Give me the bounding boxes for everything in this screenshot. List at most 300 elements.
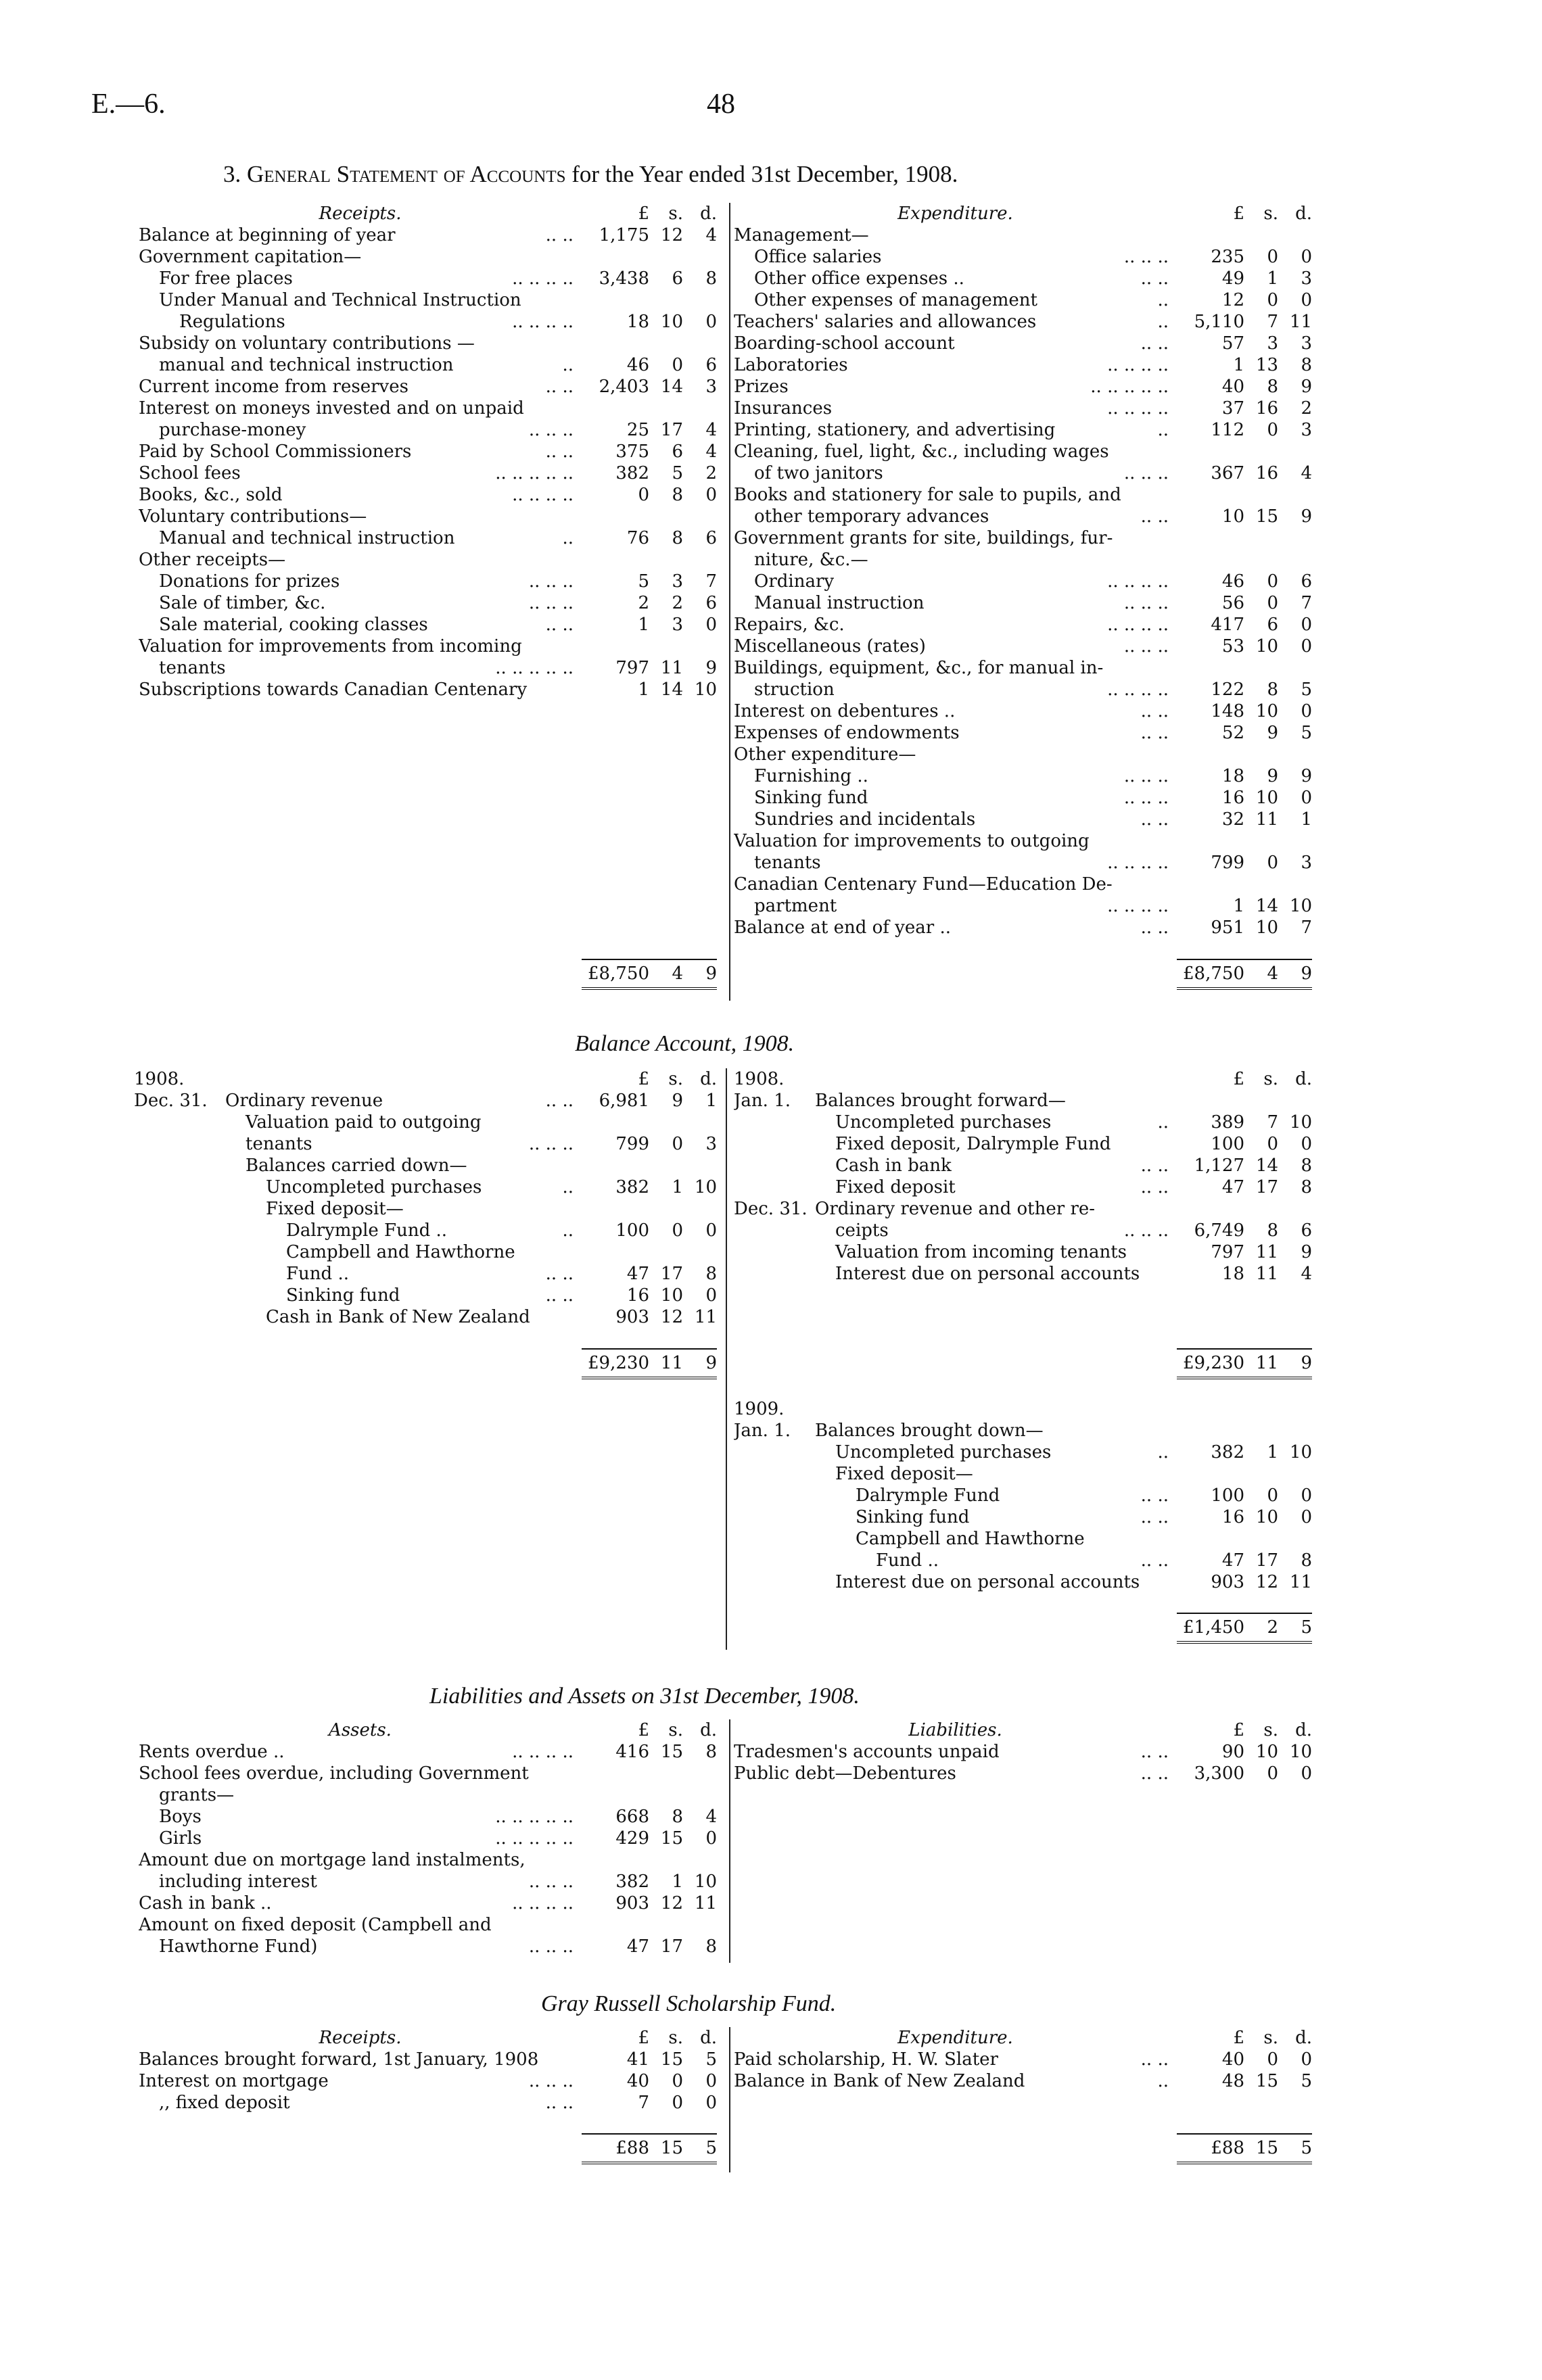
row-label-text: Tradesmen's accounts unpaid — [734, 1742, 1000, 1762]
row-shillings: 8 — [1267, 377, 1278, 397]
row-label — [734, 484, 1177, 506]
balance-left-total-pence: 9 — [683, 1349, 717, 1378]
row-pounds: 668 — [615, 1807, 649, 1827]
row-date — [134, 1112, 225, 1133]
row-label-text: Donations for prizes — [159, 571, 340, 592]
pence-header: d. — [1295, 1069, 1312, 1089]
expenditure-row — [734, 787, 1312, 809]
expenditure-row — [734, 700, 1312, 722]
expenditure-row — [734, 636, 1312, 657]
row-pounds: 1,175 — [599, 225, 649, 245]
shillings-header: s. — [1263, 204, 1278, 224]
leader-dots: .. .. .. — [528, 420, 574, 440]
row-shillings: 3 — [672, 615, 683, 635]
row-label-text: Other expenses of management — [754, 290, 1037, 310]
balance-divider — [726, 1068, 727, 1650]
expenditure-row — [734, 333, 1312, 354]
leader-dots: .. .. .. .. .. — [1090, 377, 1169, 397]
row-pence: 7 — [1301, 593, 1312, 613]
row-shillings: 12 — [660, 1307, 683, 1327]
row-label-text: Repairs, &c. — [734, 615, 845, 635]
row-pence: 9 — [1301, 766, 1312, 786]
gray-receipts-total-shillings: 15 — [649, 2134, 683, 2163]
row-label-text: Books, &c., sold — [139, 485, 283, 505]
row-pence — [683, 398, 717, 419]
row-pence: 0 — [1301, 615, 1312, 635]
row-date — [134, 1198, 225, 1220]
gray-receipt-row — [139, 2049, 717, 2070]
gray-russell-receipts-table — [139, 2027, 717, 2114]
row-pence: 8 — [1301, 355, 1312, 375]
row-label-text: Management— — [734, 225, 869, 245]
gray-expenditure-heading: Expenditure. — [897, 2028, 1013, 2048]
expenditure-row — [734, 224, 1312, 246]
row-label — [815, 1176, 1177, 1198]
row-label-text: Paid scholarship, H. W. Slater — [734, 2049, 998, 2070]
row-shillings — [1244, 549, 1278, 571]
row-label — [734, 441, 1177, 462]
row-pence: 8 — [1301, 1156, 1312, 1176]
receipt-row — [139, 419, 717, 441]
gray-expenditure-total-shillings: 15 — [1244, 2134, 1278, 2163]
row-pence — [683, 1198, 717, 1220]
pounds-header: £ — [638, 1720, 649, 1740]
row-pence — [683, 1849, 717, 1871]
expenditure-row — [734, 852, 1312, 874]
leader-dots: .. .. — [1140, 723, 1169, 743]
row-shillings — [1244, 1528, 1278, 1550]
row-shillings: 0 — [672, 2093, 683, 2113]
gray-receipt-row — [139, 2070, 717, 2092]
leader-dots: .. .. .. .. — [512, 268, 574, 289]
receipt-row — [139, 268, 717, 289]
receipt-row — [139, 592, 717, 614]
row-pounds — [582, 246, 649, 268]
row-shillings: 9 — [1267, 723, 1278, 743]
row-shillings: 0 — [1267, 593, 1278, 613]
row-pounds: 2,403 — [599, 377, 649, 397]
row-pence: 4 — [705, 420, 717, 440]
row-pence: 10 — [1289, 1742, 1312, 1762]
row-date — [134, 1306, 225, 1328]
row-pence — [683, 1241, 717, 1263]
row-pounds: 951 — [1211, 918, 1244, 938]
row-label — [734, 549, 1177, 571]
row-pence: 8 — [1301, 1177, 1312, 1197]
row-label-text: grants— — [159, 1785, 235, 1805]
row-date — [734, 1155, 815, 1176]
balance-right-row — [734, 1263, 1312, 1285]
leader-dots: .. .. .. — [528, 1872, 574, 1892]
row-label — [139, 441, 582, 462]
row-label — [815, 1571, 1177, 1593]
row-pence: 9 — [1301, 1242, 1312, 1262]
balance-left-row — [134, 1133, 717, 1155]
row-label — [734, 679, 1177, 700]
row-label-text: Cash in Bank of New Zealand — [266, 1307, 530, 1327]
row-pence — [683, 636, 717, 657]
row-pence: 9 — [705, 658, 717, 678]
balance-left-row — [134, 1198, 717, 1220]
asset-row — [139, 1784, 717, 1806]
leader-dots: .. .. — [1140, 268, 1169, 289]
row-label-text: Ordinary — [754, 571, 835, 592]
row-shillings: 14 — [1255, 1156, 1278, 1176]
leader-dots: .. .. — [1140, 1742, 1169, 1762]
pounds-header: £ — [1233, 1720, 1244, 1740]
row-pence: 3 — [1301, 333, 1312, 354]
shillings-header: s. — [1263, 2028, 1278, 2048]
balance-right-total-table — [734, 1348, 1312, 1379]
row-shillings: 9 — [1267, 766, 1278, 786]
row-pence: 6 — [705, 355, 717, 375]
gray-receipts-total-row — [139, 2134, 717, 2163]
row-label — [139, 246, 582, 268]
balance-carried-total-pence: 5 — [1278, 1613, 1312, 1642]
row-pence — [683, 1112, 717, 1133]
row-pounds: 53 — [1221, 636, 1244, 657]
row-shillings: 11 — [1255, 1242, 1278, 1262]
row-pounds — [1177, 744, 1244, 765]
row-pence: 0 — [1301, 2049, 1312, 2070]
row-pence: 10 — [1289, 1112, 1312, 1133]
row-label — [225, 1155, 582, 1176]
row-pounds: 18 — [1221, 766, 1244, 786]
leader-dots: .. .. — [545, 615, 574, 635]
row-label — [734, 614, 1177, 636]
row-pounds — [1177, 874, 1244, 895]
row-label-text: Interest due on personal accounts — [835, 1572, 1140, 1592]
row-pence: 8 — [705, 1742, 717, 1762]
balance-account-title: Balance Account, 1908. — [575, 1031, 795, 1056]
row-shillings: 11 — [1255, 809, 1278, 830]
row-pounds — [1177, 527, 1244, 549]
row-pence — [683, 506, 717, 527]
row-shillings: 11 — [1255, 1264, 1278, 1284]
row-label-text: purchase-money — [159, 420, 306, 440]
expenditure-row — [734, 614, 1312, 636]
row-pence: 4 — [705, 442, 717, 462]
row-label — [139, 549, 582, 571]
row-shillings — [1244, 1090, 1278, 1112]
row-shillings: 12 — [660, 225, 683, 245]
row-shillings: 8 — [672, 528, 683, 548]
row-shillings: 2 — [672, 593, 683, 613]
balance-right-row — [734, 1220, 1312, 1241]
row-label — [734, 852, 1177, 874]
row-label — [815, 1155, 1177, 1176]
row-pence: 5 — [1301, 723, 1312, 743]
row-pounds: 2 — [638, 593, 649, 613]
row-pounds: 122 — [1211, 680, 1244, 700]
row-label-text: Sale of timber, &c. — [159, 593, 326, 613]
row-date — [734, 1133, 815, 1155]
row-pounds — [582, 1112, 649, 1133]
leader-dots: .. .. .. .. .. — [495, 658, 574, 678]
balance-right-row — [734, 1155, 1312, 1176]
row-label — [815, 1220, 1177, 1241]
receipt-row — [139, 311, 717, 333]
row-shillings — [649, 398, 683, 419]
row-shillings: 9 — [672, 1091, 683, 1111]
row-pounds: 382 — [615, 1872, 649, 1892]
balance-carried-row — [734, 1442, 1312, 1463]
row-label-text: Interest due on personal accounts — [835, 1264, 1140, 1284]
row-pounds: 47 — [1221, 1177, 1244, 1197]
row-pounds — [582, 1763, 649, 1784]
row-pounds: 49 — [1221, 268, 1244, 289]
row-pounds: 100 — [615, 1220, 649, 1241]
receipt-row — [139, 333, 717, 354]
balance-left-row — [134, 1263, 717, 1285]
gray-expenditure-total-row — [734, 2134, 1312, 2163]
pence-header: d. — [700, 204, 717, 224]
row-pounds: 16 — [1221, 788, 1244, 808]
expenditure-row — [734, 809, 1312, 830]
row-pence — [1278, 744, 1312, 765]
row-label — [815, 1528, 1177, 1550]
leader-dots: .. .. .. — [1123, 593, 1169, 613]
balance-left-table — [134, 1068, 717, 1328]
row-label — [734, 895, 1177, 917]
leader-dots: .. .. .. — [1123, 766, 1169, 786]
row-pounds: 367 — [1211, 463, 1244, 483]
receipts-total-pence: 9 — [683, 959, 717, 989]
row-label-text: Teachers' salaries and allowances — [734, 312, 1037, 332]
row-pounds: 797 — [615, 658, 649, 678]
row-label — [139, 1828, 582, 1849]
receipt-row — [139, 506, 717, 527]
row-label-text: Campbell and Hawthorne — [856, 1529, 1085, 1549]
row-label-text: Interest on debentures .. — [734, 701, 956, 721]
row-pounds — [582, 506, 649, 527]
row-pence: 11 — [694, 1307, 717, 1327]
row-shillings: 8 — [1267, 1220, 1278, 1241]
row-pence: 9 — [1301, 377, 1312, 397]
row-label — [139, 1914, 582, 1936]
row-shillings: 5 — [672, 463, 683, 483]
row-label-text: tenants — [754, 853, 821, 873]
row-shillings — [1244, 744, 1278, 765]
leader-dots: .. .. .. .. .. — [495, 1828, 574, 1849]
balance-carried-row — [734, 1550, 1312, 1571]
gray-russell-divider — [729, 2027, 730, 2172]
assets-table — [139, 1719, 717, 1957]
row-pounds: 47 — [626, 1936, 649, 1957]
row-label — [734, 700, 1177, 722]
row-shillings — [1244, 484, 1278, 506]
row-shillings: 14 — [660, 377, 683, 397]
expenditure-header-row — [734, 203, 1312, 224]
balance-carried-year: 1909. — [734, 1399, 785, 1419]
row-pence: 9 — [1301, 506, 1312, 527]
row-label-text: Sinking fund — [286, 1285, 400, 1306]
row-pence: 6 — [1301, 571, 1312, 592]
row-label — [734, 419, 1177, 441]
row-shillings: 1 — [672, 1177, 683, 1197]
expenditure-row — [734, 506, 1312, 527]
row-shillings — [649, 506, 683, 527]
row-label-text: Manual instruction — [754, 593, 925, 613]
row-label-text: Ordinary revenue — [225, 1091, 383, 1111]
leader-dots: .. .. .. — [1123, 636, 1169, 657]
row-label — [734, 874, 1177, 895]
receipt-row — [139, 376, 717, 398]
row-date — [734, 1528, 815, 1550]
row-pounds: 47 — [626, 1264, 649, 1284]
page-code: E.—6. — [91, 89, 166, 120]
row-label-text: Prizes — [734, 377, 789, 397]
row-shillings — [649, 1198, 683, 1220]
row-label — [139, 1741, 582, 1763]
balance-left-total-row — [134, 1349, 717, 1378]
expenditure-row — [734, 484, 1312, 506]
row-label — [139, 289, 582, 311]
row-pounds: 235 — [1211, 247, 1244, 267]
row-pounds: 47 — [1221, 1550, 1244, 1571]
row-shillings: 0 — [1267, 1134, 1278, 1154]
row-pence: 0 — [705, 1828, 717, 1849]
row-shillings — [649, 636, 683, 657]
row-shillings — [1244, 224, 1278, 246]
row-label — [815, 1442, 1177, 1463]
leader-dots: .. .. .. — [528, 593, 574, 613]
asset-row — [139, 1893, 717, 1914]
row-label — [734, 398, 1177, 419]
row-date — [734, 1176, 815, 1198]
row-pounds: 40 — [626, 2071, 649, 2091]
row-label — [734, 657, 1177, 679]
row-label-text: Fixed deposit, Dalrymple Fund — [835, 1134, 1111, 1154]
row-shillings: 15 — [1255, 2071, 1278, 2091]
row-shillings: 10 — [1255, 636, 1278, 657]
asset-row — [139, 1806, 717, 1828]
row-label-text: Girls — [159, 1828, 202, 1849]
row-label — [139, 636, 582, 657]
row-shillings: 17 — [1255, 1550, 1278, 1571]
row-pounds: 16 — [1221, 1507, 1244, 1527]
row-pounds — [1177, 441, 1244, 462]
row-date — [134, 1220, 225, 1241]
row-pounds: 382 — [1211, 1442, 1244, 1462]
row-date — [734, 1220, 815, 1241]
row-pence: 0 — [1301, 247, 1312, 267]
gray-russell-expenditure-table — [734, 2027, 1312, 2092]
expenditure-row — [734, 765, 1312, 787]
row-label — [139, 657, 582, 679]
leader-dots: .. — [1157, 312, 1169, 332]
pounds-header: £ — [1233, 2028, 1244, 2048]
row-label-text: Buildings, equipment, &c., for manual in- — [734, 658, 1104, 678]
row-date — [134, 1176, 225, 1198]
balance-left-row — [134, 1220, 717, 1241]
row-pence: 4 — [1301, 463, 1312, 483]
row-label — [815, 1133, 1177, 1155]
row-shillings: 0 — [1267, 290, 1278, 310]
row-pence: 3 — [1301, 420, 1312, 440]
leader-dots: .. .. — [1140, 1156, 1169, 1176]
row-label — [734, 224, 1177, 246]
row-pounds: 903 — [1211, 1572, 1244, 1592]
receipts-header-row — [139, 203, 717, 224]
row-label-text: including interest — [159, 1872, 317, 1892]
row-label — [734, 311, 1177, 333]
leader-dots: .. — [562, 1220, 574, 1241]
row-label — [225, 1133, 582, 1155]
leader-dots: .. .. — [1140, 918, 1169, 938]
row-shillings — [649, 1155, 683, 1176]
row-date — [134, 1285, 225, 1306]
expenditure-row — [734, 592, 1312, 614]
leader-dots: .. — [1157, 1442, 1169, 1462]
row-label — [734, 917, 1177, 938]
row-label — [225, 1241, 582, 1263]
row-pence: 5 — [1301, 2071, 1312, 2091]
row-shillings: 7 — [1267, 1112, 1278, 1133]
row-label-text: Balance in Bank of New Zealand — [734, 2071, 1025, 2091]
receipt-row — [139, 571, 717, 592]
row-shillings — [1244, 657, 1278, 679]
row-label-text: Other office expenses .. — [754, 268, 964, 289]
row-label-text: Sale material, cooking classes — [159, 615, 428, 635]
row-pounds — [1177, 657, 1244, 679]
row-label-text: Paid by School Commissioners — [139, 442, 412, 462]
row-pounds — [582, 289, 649, 311]
leader-dots: .. .. — [545, 1091, 574, 1111]
row-shillings: 12 — [660, 1893, 683, 1913]
liabilities-heading: Liabilities. — [908, 1720, 1002, 1740]
row-label-text: Expenses of endowments — [734, 723, 960, 743]
row-pounds — [582, 1155, 649, 1176]
liabilities-header-row — [734, 1719, 1312, 1741]
asset-row — [139, 1871, 717, 1893]
row-label-text: Canadian Centenary Fund—Education De- — [734, 874, 1113, 895]
row-pence: 10 — [694, 680, 717, 700]
row-pounds: 416 — [615, 1742, 649, 1762]
gray-receipt-row — [139, 2092, 717, 2114]
row-shillings: 10 — [1255, 918, 1278, 938]
row-pence: 8 — [1301, 1550, 1312, 1571]
row-label-text: struction — [754, 680, 835, 700]
row-label-text: Balance at beginning of year — [139, 225, 396, 245]
row-label-text: Cleaning, fuel, light, &c., including wages — [734, 442, 1109, 462]
row-pounds: 7 — [638, 2093, 649, 2113]
row-pounds: 375 — [615, 442, 649, 462]
receipts-heading: Receipts. — [319, 204, 402, 224]
row-pence: 0 — [705, 615, 717, 635]
row-label — [815, 1198, 1177, 1220]
expenditure-total-row — [734, 959, 1312, 989]
row-label — [734, 787, 1177, 809]
balance-carried-row — [734, 1528, 1312, 1550]
row-pence: 5 — [1301, 680, 1312, 700]
row-pence: 0 — [705, 485, 717, 505]
assets-heading: Assets. — [329, 1720, 392, 1740]
receipt-row — [139, 657, 717, 679]
row-pounds: 37 — [1221, 398, 1244, 419]
row-label — [815, 1485, 1177, 1506]
receipt-row — [139, 441, 717, 462]
balance-right-row — [734, 1133, 1312, 1155]
row-pence — [1278, 1198, 1312, 1220]
shillings-header: s. — [668, 1720, 683, 1740]
expenditure-row — [734, 311, 1312, 333]
row-pence: 0 — [705, 312, 717, 332]
row-label — [139, 398, 582, 419]
row-label-text: For free places — [159, 268, 293, 289]
shillings-header: s. — [668, 1069, 683, 1089]
row-shillings: 0 — [672, 1220, 683, 1241]
